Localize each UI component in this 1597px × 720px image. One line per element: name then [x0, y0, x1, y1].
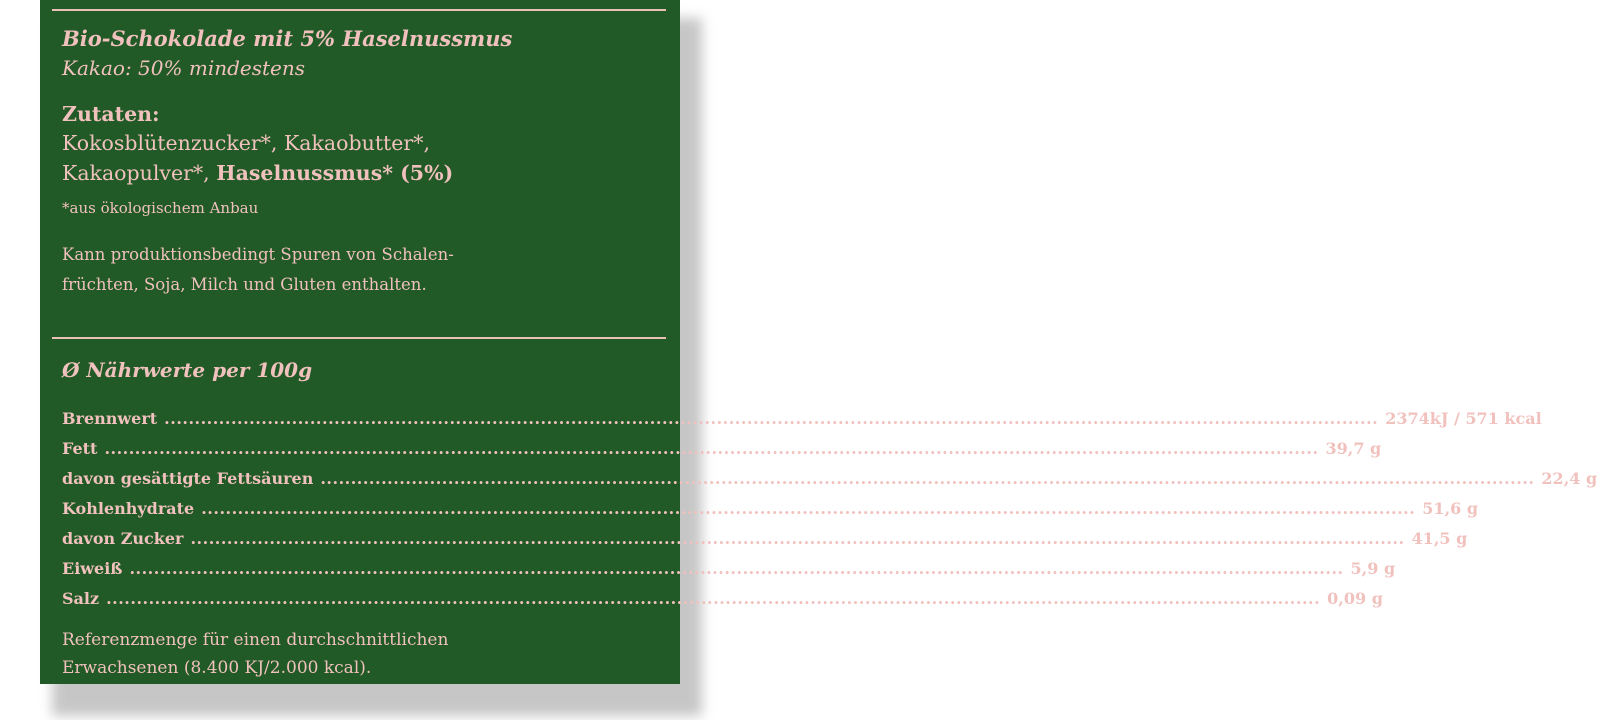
nutrient-name: davon Zucker: [62, 529, 184, 548]
reference-line-1: Referenzmenge für einen durchschnittlichen: [62, 630, 449, 650]
allergen-line-1: Kann produktionsbedingt Spuren von Schalen-: [62, 245, 454, 264]
dot-leader: ........................................................................................................................................................................................................: [129, 559, 1344, 578]
nutrient-name: Salz: [62, 589, 100, 608]
nutrient-name: Fett: [62, 439, 98, 458]
nutrition-row: [62, 589, 1383, 609]
dot-leader: ........................................................................................................................................................................................................: [104, 439, 1319, 458]
nutrient-value: 2374kJ / 571 kcal: [1385, 409, 1542, 428]
reference-line-2: Erwachsenen (8.400 KJ/2.000 kcal).: [62, 658, 372, 678]
ingredients-footnote: *aus ökologischem Anbau: [62, 199, 259, 217]
ingredients-highlight: Haselnussmus* (5%): [216, 161, 454, 185]
dot-leader: ........................................................................................................................................................................................................: [164, 409, 1379, 428]
ingredients-line-2: [62, 161, 453, 185]
nutrition-row: [62, 469, 1597, 489]
nutrient-value: 41,5 g: [1411, 529, 1468, 548]
nutrient-value: 39,7 g: [1325, 439, 1382, 458]
nutrition-label: [40, 0, 1597, 684]
product-title: Bio-Schokolade mit 5% Haselnussmus: [62, 26, 513, 51]
ingredients-line-2-plain: Kakaopulver*,: [62, 161, 217, 185]
allergen-line-2: früchten, Soja, Milch und Gluten enthalten.: [62, 275, 427, 294]
dot-leader: ........................................................................................................................................................................................................: [201, 499, 1416, 518]
nutrition-row: [62, 529, 1468, 549]
nutrition-row: [62, 409, 1542, 429]
ingredients-heading: Zutaten:: [62, 102, 160, 126]
dot-leader: ........................................................................................................................................................................................................: [320, 469, 1535, 488]
nutrient-name: Brennwert: [62, 409, 158, 428]
nutrition-heading: Ø Nährwerte per 100g: [62, 358, 313, 382]
dot-leader: ........................................................................................................................................................................................................: [190, 529, 1405, 548]
nutrition-row: [62, 559, 1396, 579]
nutrient-value: 0,09 g: [1327, 589, 1383, 608]
nutrient-name: davon gesättigte Fettsäuren: [62, 469, 314, 488]
nutrient-value: 51,6 g: [1422, 499, 1479, 518]
nutrient-name: Kohlenhydrate: [62, 499, 195, 518]
nutrient-value: 5,9 g: [1350, 559, 1396, 578]
nutrient-value: 22,4 g: [1541, 469, 1597, 488]
nutrition-row: [62, 499, 1479, 519]
dot-leader: ........................................................................................................................................................................................................: [106, 589, 1321, 608]
product-subtitle: Kakao: 50% mindestens: [62, 56, 306, 80]
nutrient-name: Eiweiß: [62, 559, 123, 578]
top-divider: [52, 9, 666, 11]
middle-divider: [52, 337, 666, 339]
ingredients-line-1: Kokosblütenzucker*, Kakaobutter*,: [62, 131, 430, 155]
nutrition-row: [62, 439, 1382, 459]
